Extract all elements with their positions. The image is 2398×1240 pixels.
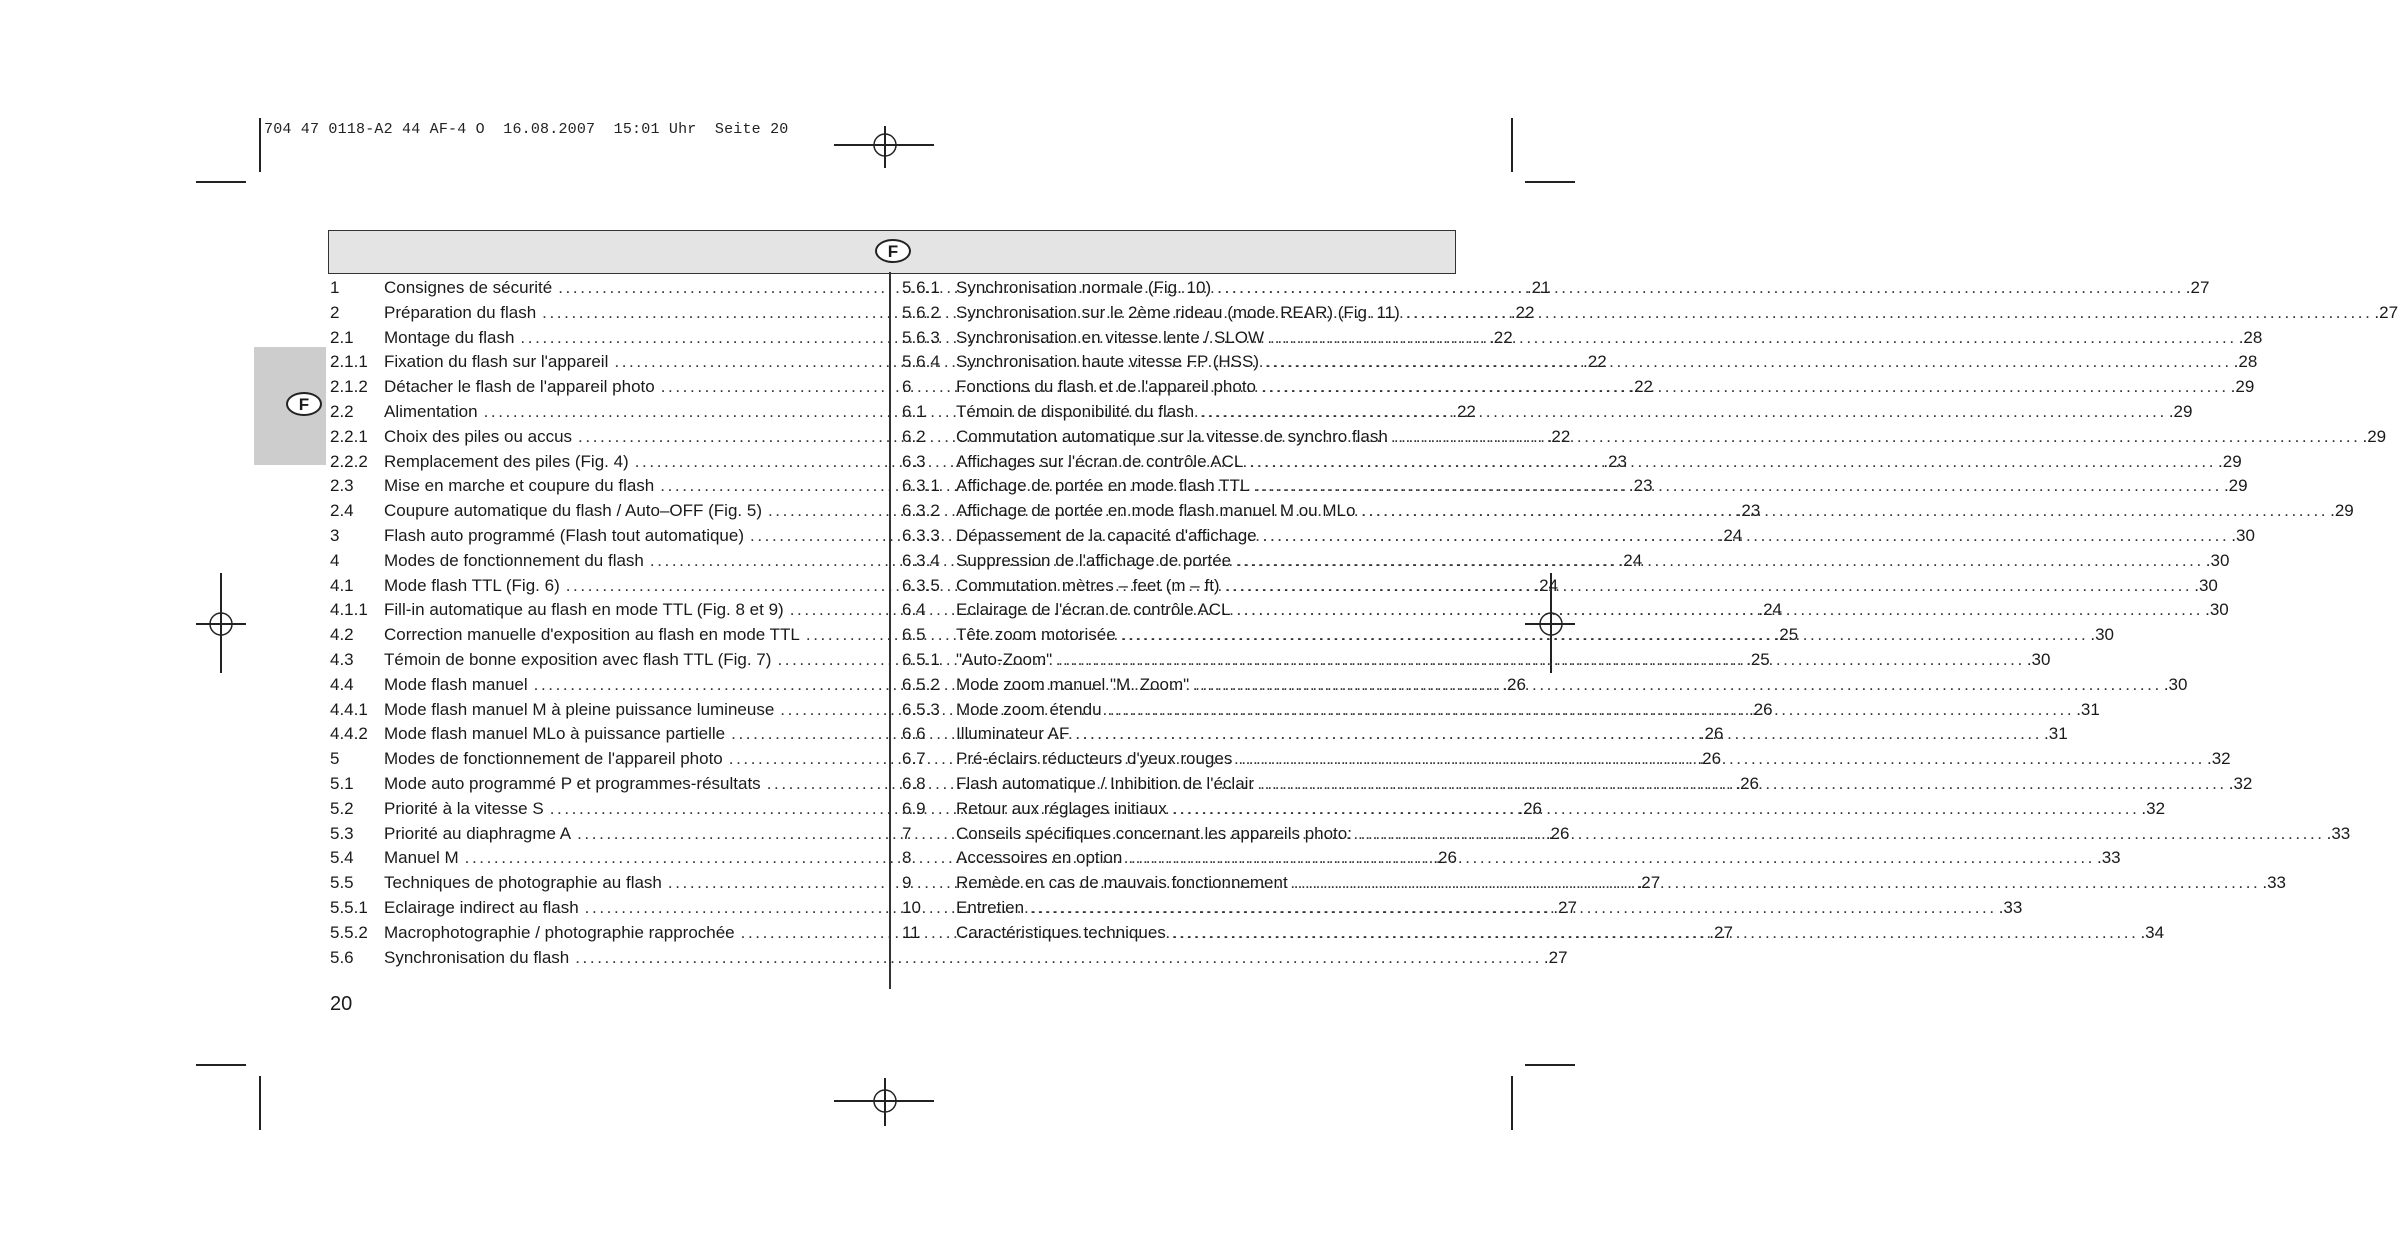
toc-leader-dots xyxy=(1195,673,2162,698)
crop-mark xyxy=(259,118,261,172)
toc-entry-number: 7 xyxy=(902,823,912,843)
toc-entry-number: 6.3 xyxy=(902,451,926,471)
toc-entry-page: .29 xyxy=(2230,377,2255,397)
toc-entry-number: 4 xyxy=(330,550,340,570)
toc-entry-title: Synchronisation haute vitesse FP (HSS) xyxy=(956,352,1259,372)
toc-entry-page: .23 xyxy=(1603,451,1628,471)
toc-entry-page: .24 xyxy=(1718,525,1743,545)
toc-entry-number: 5.5.2 xyxy=(330,922,368,942)
toc-entry-title: Commutation automatique sur la vitesse de synchro flash xyxy=(956,426,1388,446)
toc-leader-dots xyxy=(1226,574,2193,599)
toc-entry-number: 6.6 xyxy=(902,724,926,744)
toc-entry-number: 2 xyxy=(330,302,340,322)
toc-entry-number: 2.3 xyxy=(330,476,354,496)
toc-entry-page: .22 xyxy=(1583,352,1607,372)
toc-entry-page: .24 xyxy=(1758,600,1782,620)
toc-leader-dots xyxy=(1217,276,2184,301)
toc-entry-page: .26 xyxy=(1735,773,1759,793)
toc-entry-page: .30 xyxy=(2163,674,2188,694)
crop-mark xyxy=(259,1076,261,1130)
toc-entry-title: Entretien xyxy=(956,897,1025,917)
crop-mark xyxy=(1525,181,1575,183)
toc-entry-number: 6.3.4 xyxy=(902,550,940,570)
toc-leader-dots xyxy=(1406,301,2373,326)
toc-leader-dots xyxy=(1263,524,2230,549)
toc-leader-dots xyxy=(575,946,1542,971)
toc-entry-page: .22 xyxy=(1510,302,1535,322)
toc-entry-title: Eclairage indirect au flash xyxy=(384,897,579,917)
toc-entry-title: Synchronisation normale (Fig. 10) xyxy=(956,278,1212,297)
toc-entry-number: 5.6.4 xyxy=(902,352,940,372)
toc-entry-page: .26 xyxy=(1545,823,1570,843)
toc-entry-number: 6.3.3 xyxy=(902,525,940,545)
toc-entry-number: 6.7 xyxy=(902,749,926,769)
crop-mark xyxy=(1511,118,1513,172)
toc-entry-number: 5.2 xyxy=(330,798,354,818)
toc-entry-page: .33 xyxy=(2326,823,2351,843)
toc-entry-number: 6.3.5 xyxy=(902,575,940,595)
toc-leader-dots xyxy=(1172,921,2139,946)
toc-entry-page: .28 xyxy=(2233,352,2258,372)
toc-entry-page: .33 xyxy=(2096,848,2121,868)
toc-entry-number: 2.1.1 xyxy=(330,352,368,372)
toc-entry-number: 6.5.3 xyxy=(902,699,940,719)
toc-entry-page: .26 xyxy=(1697,749,1722,769)
toc-entry-number: 6.4 xyxy=(902,600,926,620)
toc-entry-page: .30 xyxy=(2205,550,2230,570)
toc-entry-number: 5.6.2 xyxy=(902,302,940,322)
toc-entry-title: Correction manuelle d'exposition au flash en mode TTL xyxy=(384,625,800,645)
toc-entry-page: .32 xyxy=(2228,773,2253,793)
toc-leader-dots xyxy=(1200,400,2167,425)
toc-entry-number: 5.6.1 xyxy=(902,278,940,297)
toc-entry-title: Flash auto programmé (Flash tout automatique) xyxy=(384,525,745,545)
toc-entry-title: Synchronisation en vitesse lente / SLOW xyxy=(956,327,1265,347)
toc-entry-title: Témoin de disponibilité du flash xyxy=(956,401,1195,421)
toc-entry-title: Priorité à la vitesse S xyxy=(384,798,544,818)
toc-entry-title: Affichage de portée en mode flash TTL xyxy=(956,476,1250,496)
toc-entry-title: Montage du flash xyxy=(384,327,515,347)
toc-entry-number: 5.4 xyxy=(330,848,354,868)
toc-entry-title: Mode zoom manuel "M. Zoom" xyxy=(956,674,1190,694)
language-badge: F xyxy=(875,239,911,263)
toc-leader-dots xyxy=(1075,722,2042,747)
toc-entry-number: 4.3 xyxy=(330,649,354,669)
toc-entry-number: 6.5.1 xyxy=(902,649,940,669)
toc-entry-title: Préparation du flash xyxy=(384,302,537,322)
toc-entry-page: .30 xyxy=(2205,600,2229,620)
toc-entry-page: .27 xyxy=(1553,897,1577,917)
toc-leader-dots xyxy=(1361,499,2328,524)
toc-leader-dots xyxy=(1255,474,2222,499)
print-slug-line: 704 47 0118-A2 44 AF-4 O 16.08.2007 15:01 Uhr Seite 20 xyxy=(264,121,789,138)
toc-entry-page: .22 xyxy=(1489,327,1513,347)
toc-entry-page: .27 xyxy=(2185,278,2210,297)
toc-entry-title: Consignes de sécurité xyxy=(384,278,553,297)
toc-entry-title: Mode flash manuel MLo à puissance partielle xyxy=(384,724,726,744)
toc-entry-title: Synchronisation sur le 2ème rideau (mode REAR) (Fig. 11) xyxy=(956,302,1400,322)
toc-entry-number: 11 xyxy=(902,922,920,942)
toc-entry-title: Mode auto programmé P et programmes-résultats xyxy=(384,773,761,793)
toc-entry-page: .33 xyxy=(1998,897,2023,917)
toc-entry[interactable] xyxy=(330,946,1568,971)
toc-entry-page: .31 xyxy=(2044,724,2068,744)
toc-entry-number: 2.2.2 xyxy=(330,451,368,471)
toc-entry-number: 4.4 xyxy=(330,674,354,694)
toc-entry-title: Flash automatique / Inhibition de l'éclair xyxy=(956,773,1255,793)
toc-entry-page: .31 xyxy=(2076,699,2100,719)
page-number: 20 xyxy=(330,993,353,1015)
toc-entry-number: 5.5 xyxy=(330,873,354,893)
toc-entry-title: Affichage de portée en mode flash manuel M ou MLo xyxy=(956,501,1356,521)
toc-entry-title: Dépassement de la capacité d'affichage xyxy=(956,525,1257,545)
toc-leader-dots xyxy=(1262,375,2229,400)
toc-entry-page: .33 xyxy=(2262,873,2286,893)
toc-entry-page: .26 xyxy=(1699,724,1724,744)
toc-entry-page: .24 xyxy=(1618,550,1643,570)
toc-entry-page: .26 xyxy=(1748,699,1773,719)
toc-leader-dots xyxy=(1394,425,2361,450)
toc-entry-title: "Auto-Zoom" xyxy=(956,649,1053,669)
toc-leader-dots xyxy=(1237,549,2204,574)
toc-entry-number: 6.5.2 xyxy=(902,674,940,694)
side-language-badge: F xyxy=(286,392,322,416)
toc-entry-page: .26 xyxy=(1518,798,1542,818)
toc-entry-page: .32 xyxy=(2141,798,2166,818)
toc-entry-title: Manuel M xyxy=(384,848,459,868)
toc-entry-page: .25 xyxy=(1746,649,1770,669)
toc-entry-title: Mode zoom étendu xyxy=(956,699,1102,719)
toc-entry-page: .21 xyxy=(1526,278,1551,297)
toc-entry-page: .27 xyxy=(1543,947,1568,967)
toc-entry-number: 2.1.2 xyxy=(330,377,368,397)
toc-entry-page: .26 xyxy=(1433,848,1457,868)
toc-entry-number: 5 xyxy=(330,749,340,769)
toc-entry-number: 6.5 xyxy=(902,625,926,645)
toc-entry-title: Coupure automatique du flash / Auto–OFF (Fig. 5) xyxy=(384,501,762,521)
toc-entry-page: .27 xyxy=(2374,302,2398,322)
toc-entry-title: Eclairage de l'écran de contrôle ACL xyxy=(956,600,1231,620)
toc-entry-number: 5.5.1 xyxy=(330,897,368,917)
toc-entry-number: 8 xyxy=(902,848,912,868)
toc-leader-dots xyxy=(1122,623,2089,648)
toc-entry-number: 6.9 xyxy=(902,798,926,818)
toc-entry-title: Affichages sur l'écran de contrôle ACL xyxy=(956,451,1244,471)
toc-leader-dots xyxy=(1058,648,2025,673)
toc-leader-dots xyxy=(1249,450,2216,475)
toc-leader-dots xyxy=(1265,350,2232,375)
toc-entry-title: Mise en marche et coupure du flash xyxy=(384,476,655,496)
toc-entry-number: 6.1 xyxy=(902,401,926,421)
toc-entry-title: Suppression de l'affichage de portée xyxy=(956,550,1232,570)
toc-entry-page: .28 xyxy=(2238,327,2263,347)
toc-entry-title: Techniques de photographie au flash xyxy=(384,873,662,893)
toc-entry-page: .30 xyxy=(2090,625,2114,645)
toc-entry-number: 2.1 xyxy=(330,327,354,347)
toc-entry-page: .24 xyxy=(1534,575,1559,595)
toc-leader-dots xyxy=(1270,326,2237,351)
toc-entry-number: 4.4.1 xyxy=(330,699,368,719)
registration-mark-icon xyxy=(870,130,900,160)
toc-entry-number: 9 xyxy=(902,873,912,893)
toc-entry-page: .29 xyxy=(2330,501,2354,521)
toc-entry-number: 3 xyxy=(330,525,340,545)
toc-entry-title: Commutation mètres – feet (m – ft) xyxy=(956,575,1220,595)
crop-mark xyxy=(196,1064,246,1066)
toc-entry-page: .27 xyxy=(1709,922,1733,942)
toc-entry-title: Tête zoom motorisée xyxy=(956,625,1116,645)
toc-leader-dots xyxy=(1238,747,2205,772)
toc-entry-title: Mode flash manuel xyxy=(384,674,528,694)
toc-leader-dots xyxy=(1173,797,2140,822)
crop-mark xyxy=(1525,1064,1575,1066)
toc-entry-page: .25 xyxy=(1774,625,1799,645)
toc-entry-title: Témoin de bonne exposition avec flash TTL (Fig. 7) xyxy=(384,649,772,669)
toc-entry-title: Choix des piles ou accus xyxy=(384,426,573,446)
toc-entry-page: .29 xyxy=(2168,401,2193,421)
toc-entry-title: Modes de fonctionnement du flash xyxy=(384,550,644,570)
toc-entry-number: 6.2 xyxy=(902,426,926,446)
toc-entry-title: Priorité au diaphragme A xyxy=(384,823,572,843)
toc-leader-dots xyxy=(1294,871,2261,896)
crop-mark xyxy=(196,181,246,183)
toc-entry-page: .27 xyxy=(1636,873,1661,893)
toc-entry-title: Fixation du flash sur l'appareil xyxy=(384,352,609,372)
toc-entry-page: .32 xyxy=(2206,749,2231,769)
toc-entry-number: 6.3.1 xyxy=(902,476,940,496)
toc-entry-page: .22 xyxy=(1452,401,1476,421)
toc-entry-page: .29 xyxy=(2218,451,2242,471)
toc-leader-dots xyxy=(1358,822,2325,847)
toc-entry-title: Détacher le flash de l'appareil photo xyxy=(384,377,655,397)
registration-mark-icon xyxy=(870,1086,900,1116)
toc-entry-page: .22 xyxy=(1546,426,1571,446)
toc-entry-page: .30 xyxy=(2194,575,2218,595)
toc-entry-title: Retour aux réglages initiaux xyxy=(956,798,1167,818)
toc-entry-title: Synchronisation du flash xyxy=(384,947,570,967)
toc-entry-number: 5.6 xyxy=(330,947,354,967)
registration-mark-icon xyxy=(206,609,236,639)
toc-entry-number: 4.2 xyxy=(330,625,354,645)
toc-entry-title: Fill-in automatique au flash en mode TTL (Fig. 8 et 9) xyxy=(384,600,784,620)
toc-entry-page: .29 xyxy=(2223,476,2248,496)
toc-entry-page: .23 xyxy=(1628,476,1653,496)
toc-entry-number: 5.6.3 xyxy=(902,327,940,347)
toc-entry-title: Illuminateur AF xyxy=(956,724,1070,744)
toc-entry-number: 10 xyxy=(902,897,921,917)
toc-entry-number: 4.4.2 xyxy=(330,724,368,744)
toc-entry-title: Mode flash manuel M à pleine puissance lumineuse xyxy=(384,699,775,719)
toc-entry-title: Pré-éclairs réducteurs d'yeux rouges xyxy=(956,749,1233,769)
toc-entry-title: Macrophotographie / photographie rapprochée xyxy=(384,922,735,942)
crop-mark xyxy=(1511,1076,1513,1130)
toc-entry-page: .23 xyxy=(1736,501,1761,521)
toc-entry-number: 6.3.2 xyxy=(902,501,940,521)
toc-entry-title: Conseils spécifiques concernant les appareils photo: xyxy=(956,823,1352,843)
toc-entry-title: Modes de fonctionnement de l'appareil photo xyxy=(384,749,723,769)
toc-entry-page: .29 xyxy=(2362,426,2387,446)
toc-entry-number: 2.2 xyxy=(330,401,354,421)
toc-entry-page: .30 xyxy=(2231,525,2255,545)
toc-entry-title: Remède en cas de mauvais fonctionnement xyxy=(956,873,1288,893)
toc-entry-number: 6 xyxy=(902,377,912,397)
toc-entry-number: 2.2.1 xyxy=(330,426,368,446)
toc-entry-number: 5.1 xyxy=(330,773,354,793)
toc-entry-number: 4.1 xyxy=(330,575,354,595)
toc-entry-title: Remplacement des piles (Fig. 4) xyxy=(384,451,629,471)
toc-entry-page: .30 xyxy=(2026,649,2051,669)
toc-leader-dots xyxy=(1236,598,2203,623)
toc-leader-dots xyxy=(1108,698,2075,723)
toc-entry[interactable] xyxy=(902,846,2121,871)
toc-entry-title: Fonctions du flash et de l'appareil photo xyxy=(956,377,1256,397)
toc-entry-number: 2.4 xyxy=(330,501,354,521)
toc-entry-page: .22 xyxy=(1629,377,1653,397)
toc-entry-number: 5.3 xyxy=(330,823,354,843)
toc-entry-number: 1 xyxy=(330,278,340,297)
toc-entry-title: Alimentation xyxy=(384,401,478,421)
toc-leader-dots xyxy=(1030,896,1997,921)
toc-entry-page: .34 xyxy=(2140,922,2165,942)
toc-entry-page: .26 xyxy=(1502,674,1526,694)
toc-entry-number: 6.8 xyxy=(902,773,926,793)
toc-entry-title: Mode flash TTL (Fig. 6) xyxy=(384,575,560,595)
toc-entry-number: 4.1.1 xyxy=(330,600,368,620)
toc-entry-title: Caractéristiques techniques xyxy=(956,922,1166,942)
toc-leader-dots xyxy=(1128,846,2095,871)
toc-entry-title: Accessoires en option xyxy=(956,848,1123,868)
toc-leader-dots xyxy=(1260,772,2227,797)
